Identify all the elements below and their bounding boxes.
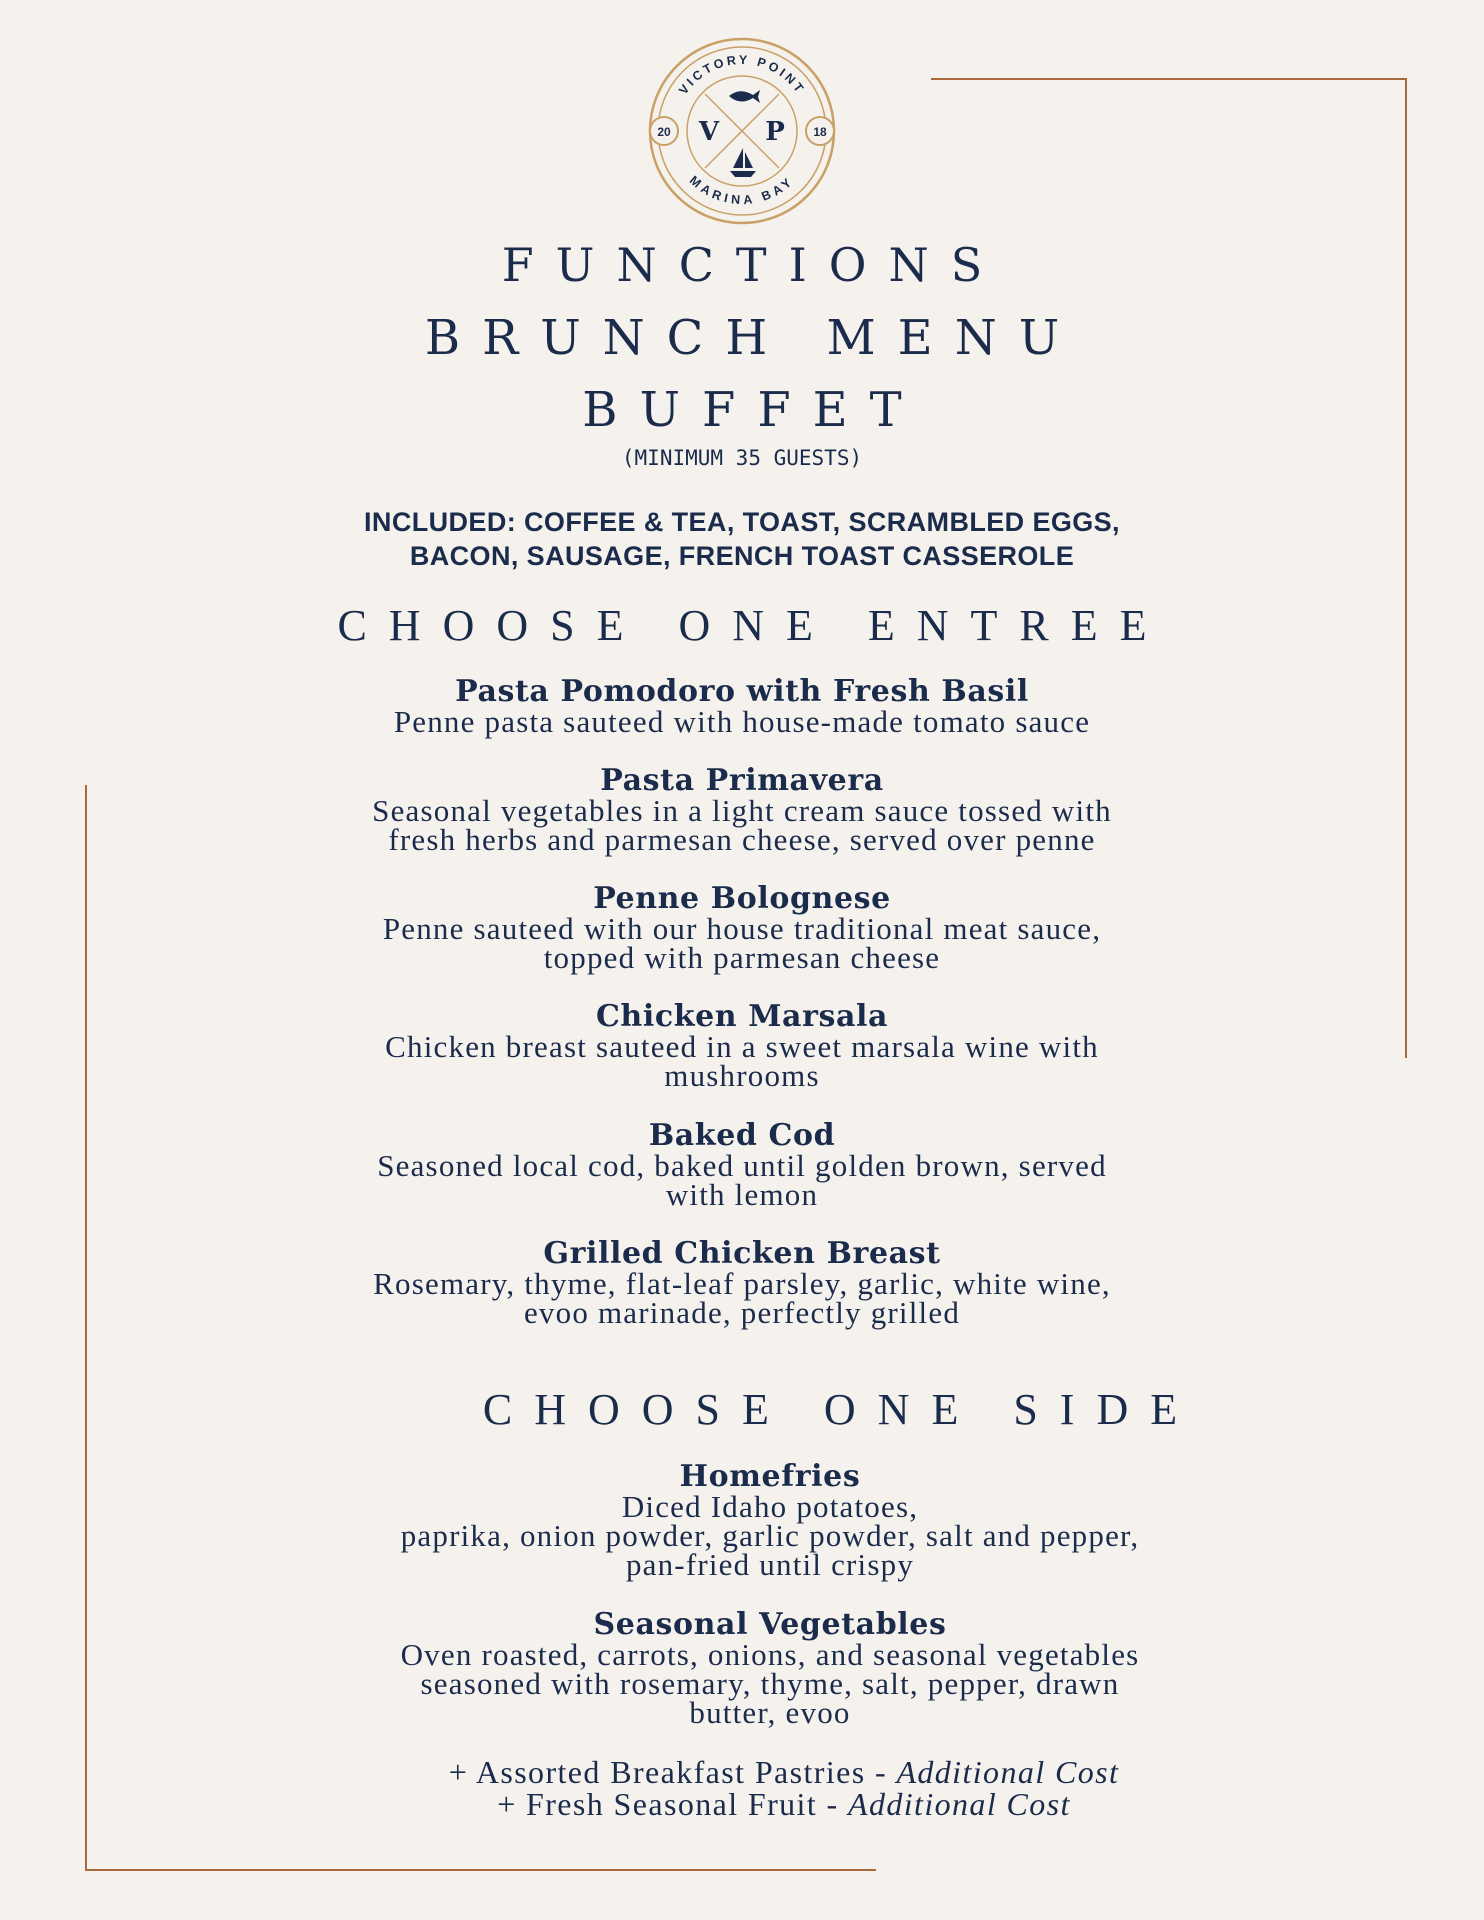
frame-bottom-left-horizontal [85,1869,876,1871]
sailboat-icon [730,148,756,177]
addon-label: + Assorted Breakfast Pastries - [448,1754,897,1790]
side-desc-line-3: pan-fried until crispy [625,1547,915,1582]
entree-desc-line-1: Rosemary, thyme, flat-leaf parsley, garlic, white wine, [373,1266,1111,1301]
entree-name: Pasta Primavera [600,763,884,798]
title-buffet: BUFFET [582,382,924,438]
included-line-2: BACON, SAUSAGE, FRENCH TOAST CASSEROLE [409,541,1075,571]
included-line-1: INCLUDED: COFFEE & TEA, TOAST, SCRAMBLED EGGS, [364,507,1120,537]
logo-letter-v: V [698,117,720,147]
side-name: Seasonal Vegetables [593,1607,947,1642]
addon-cost: Additional Cost [896,1754,1120,1790]
entree-desc-line-1: Penne pasta sauteed with house-made tomato sauce [393,704,1091,739]
svg-text:MARINA BAY [687,173,797,207]
side-name: Homefries [679,1459,861,1494]
entree-name: Penne Bolognese [593,881,891,916]
entree-item [0,1236,1484,1330]
entree-desc-line-2: topped with parmesan cheese [543,940,941,975]
entree-heading: CHOOSE ONE ENTREE [337,601,1169,650]
entree-name: Pasta Pomodoro with Fresh Basil [455,674,1029,709]
entree-desc-line-2: with lemon [665,1177,819,1212]
entree-desc-line-2: mushrooms [664,1058,820,1093]
side-item [28,1607,1484,1730]
entree-desc-line-1: Penne sauteed with our house traditional meat sauce, [382,911,1102,946]
entree-desc-line-2: fresh herbs and parmesan cheese, served over penne [388,822,1096,857]
logo-letter-p: P [765,117,785,147]
addon-fruit [42,1788,1484,1820]
fish-icon [729,90,760,103]
entree-desc-line-1: Chicken breast sauteed in a sweet marsala wine with [385,1029,1099,1064]
minimum-guests-note: (MINIMUM 35 GUESTS) [621,446,863,470]
entree-item [0,763,1484,857]
logo-year-left: 20 [657,125,671,139]
side-heading: CHOOSE ONE SIDE [482,1385,1200,1434]
logo-top-text: VICTORY POINT [676,52,808,98]
entree-desc-line-2: evoo marinade, perfectly grilled [523,1295,961,1330]
entree-item [0,674,1484,739]
side-item [28,1459,1484,1582]
side-desc-line-2: paprika, onion powder, garlic powder, salt and pepper, [400,1518,1140,1553]
victory-point-logo [647,36,837,226]
title-brunch-menu: BRUNCH MENU [424,310,1082,366]
addon-label: + Fresh Seasonal Fruit - [497,1786,848,1822]
entree-name: Baked Cod [648,1118,836,1153]
logo-bottom-text: MARINA BAY [686,173,798,208]
side-desc-line-1: Diced Idaho potatoes, [621,1489,919,1524]
side-desc-line-3: butter, evoo [689,1695,851,1730]
entree-item [0,881,1484,975]
svg-text:VICTORY POINT [676,53,808,97]
entree-name: Grilled Chicken Breast [543,1236,941,1271]
addon-cost: Additional Cost [848,1786,1071,1822]
title-functions: FUNCTIONS [501,238,1005,292]
entree-item [0,999,1484,1093]
entree-name: Chicken Marsala [595,999,889,1034]
entree-item [0,1118,1484,1212]
logo-year-right: 18 [813,125,827,139]
addon-pastries [42,1756,1484,1788]
entree-desc-line-1: Seasoned local cod, baked until golden brown, served [377,1148,1107,1183]
side-desc-line-1: Oven roasted, carrots, onions, and seasonal vegetables [400,1637,1140,1672]
frame-top-right-horizontal [931,78,1406,80]
side-desc-line-2: seasoned with rosemary, thyme, salt, pepper, drawn [420,1666,1120,1701]
entree-desc-line-1: Seasonal vegetables in a light cream sauce tossed with [372,793,1112,828]
included-items [0,505,1484,573]
